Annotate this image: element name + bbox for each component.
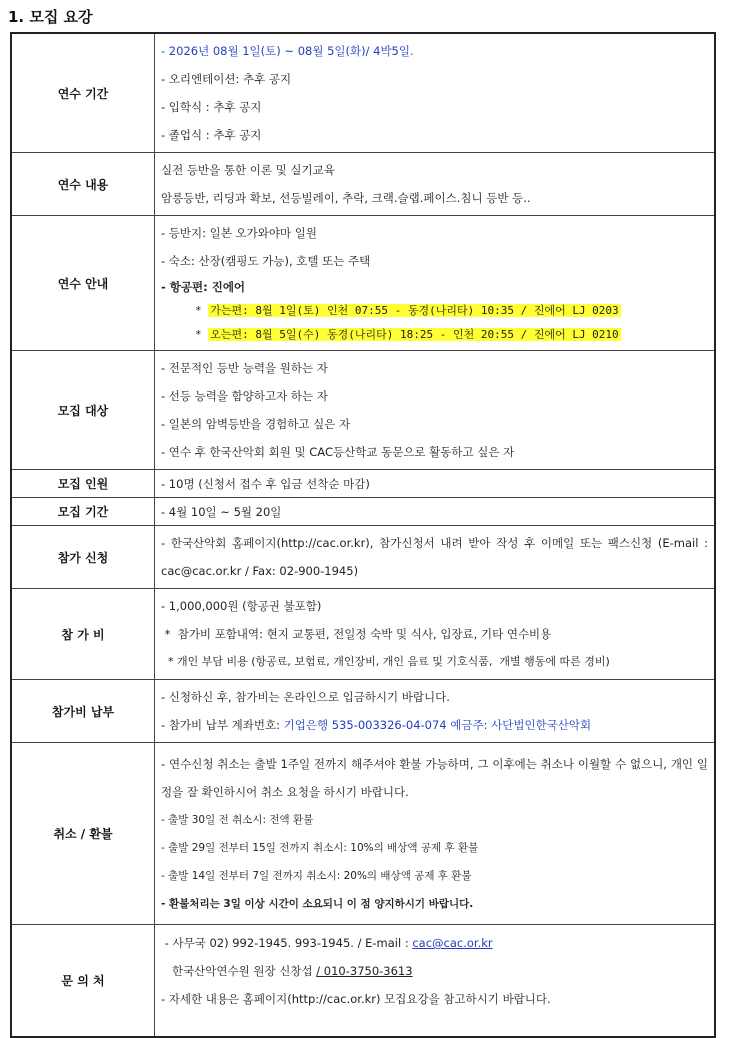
- guide-flight-title: - 항공편: 진에어: [161, 280, 246, 294]
- guide-flight-return: * 오는편: 8월 5일(수) 동경(나리타) 18:25 - 인천 20:55 / 진에어 LJ 0210: [195, 328, 619, 341]
- target-line-1: - 전문적인 등반 능력을 원하는 자: [161, 361, 328, 375]
- guide-location: - 등반지: 일본 오가와야마 일원: [161, 226, 317, 240]
- label-apply: 참가 신청: [11, 526, 155, 589]
- label-contact: 문 의 처: [11, 925, 155, 1037]
- fee-amount: - 1,000,000원 (항공권 불포함): [161, 599, 322, 613]
- content-period: [155, 33, 716, 153]
- content-contact: [155, 925, 716, 1037]
- count-line: - 10명 (신청서 접수 후 입금 선착순 마감): [161, 476, 370, 491]
- guide-lodging: - 숙소: 산장(캠핑도 가능), 호텔 또는 주택: [161, 254, 371, 268]
- label-payment: 참가비 납부: [11, 680, 155, 743]
- payment-account-number: 기업은행 535-003326-04-074 예금주: 사단법인한국산악회: [283, 718, 592, 732]
- flight-out-text: 가는편: 8월 1일(토) 인천 07:55 - 동경(나리타) 10:35 / 진에어 LJ 0203: [210, 304, 619, 317]
- label-recruit-period: 모집 기간: [11, 498, 155, 526]
- section-heading: 1. 모집 요강: [8, 8, 93, 26]
- row-payment: [11, 680, 715, 743]
- content-fee: [155, 589, 716, 680]
- refund-notice: - 환불처리는 3일 이상 시간이 소요되니 이 점 양지하시기 바랍니다.: [161, 897, 474, 910]
- contact-line-3: - 자세한 내용은 홈페이지(http://cac.or.kr) 모집요강을 참고하시기 바랍니다.: [161, 992, 551, 1006]
- contact-phone: / 010-3750-3613: [316, 964, 413, 978]
- row-target: [11, 351, 715, 470]
- row-apply: [11, 526, 715, 589]
- payment-line-2: [161, 711, 708, 739]
- row-refund: [11, 743, 715, 925]
- target-line-4: - 연수 후 한국산악회 회원 및 CAC등산학교 동문으로 활동하고 싶은 자: [161, 445, 515, 459]
- period-dates: - 2026년 08월 1일(토) ~ 08월 5일(화)/ 4박5일.: [161, 44, 414, 58]
- row-recruit-period: [11, 498, 715, 526]
- period-entrance: - 입학식 : 추후 공지: [161, 100, 262, 114]
- content-line-1: 실전 등반을 통한 이론 및 실기교육: [161, 163, 335, 177]
- period-orientation: - 오리엔테이션: 추후 공지: [161, 72, 292, 86]
- content-guide: [155, 216, 716, 351]
- content-target: [155, 351, 716, 470]
- refund-line-1: - 출발 30일 전 취소시: 전액 환불: [161, 813, 314, 826]
- contact-email-link[interactable]: cac@cac.or.kr: [412, 936, 493, 950]
- contact-director: 한국산악연수원 원장 신창섭: [161, 964, 317, 978]
- target-line-2: - 선등 능력을 함양하고자 하는 자: [161, 389, 328, 403]
- row-period: [11, 33, 715, 153]
- fee-included: * 참가비 포함내역: 현지 교통편, 전일정 숙박 및 식사, 입장료, 기타 연수비용: [161, 627, 552, 641]
- row-guide: [11, 216, 715, 351]
- target-line-3: - 일본의 암벽등반을 경험하고 싶은 자: [161, 417, 351, 431]
- recruitment-table: [10, 32, 716, 1038]
- contact-line-1: [161, 929, 708, 957]
- label-guide: 연수 안내: [11, 216, 155, 351]
- label-period: 연수 기간: [11, 33, 155, 153]
- content-line-2: 암릉등반, 리딩과 확보, 선등빌레이, 추락, 크랙.슬랩.페이스.침니 등반 등..: [161, 191, 531, 205]
- flight-return-text: 오는편: 8월 5일(수) 동경(나리타) 18:25 - 인천 20:55 / 진에어 LJ 0210: [210, 328, 619, 341]
- contact-line-2: [161, 957, 708, 985]
- content-apply: [155, 526, 716, 589]
- content-count: [155, 470, 716, 498]
- refund-line-2: - 출발 29일 전부터 15일 전까지 취소시: 10%의 배상액 공제 후 환불: [161, 841, 479, 854]
- content-content: [155, 153, 716, 216]
- recruit-period-line: - 4월 10일 ~ 5월 20일: [161, 504, 282, 519]
- contact-office: - 사무국 02) 992-1945. 993-1945. / E-mail :: [161, 936, 413, 950]
- refund-line-3: - 출발 14일 전부터 7일 전까지 취소시: 20%의 배상액 공제 후 환불: [161, 869, 472, 882]
- refund-text: - 연수신청 취소는 출발 1주일 전까지 해주셔야 환불 가능하며, 그 이후에는 취소나 이월할 수 없으니, 개인 일정을 잘 확인하시어 취소 요청을 하시기 바랍니다.: [161, 756, 708, 799]
- content-refund: [155, 743, 716, 925]
- label-refund: 취소 / 환불: [11, 743, 155, 925]
- period-graduation: - 졸업식 : 추후 공지: [161, 128, 262, 142]
- label-target: 모집 대상: [11, 351, 155, 470]
- fee-personal: * 개인 부담 비용 (항공료, 보험료, 개인장비, 개인 음료 및 기호식품, 개별 행동에 따른 경비): [161, 655, 610, 668]
- row-contact: [11, 925, 715, 1037]
- row-content: [11, 153, 715, 216]
- label-fee: 참 가 비: [11, 589, 155, 680]
- payment-line-1: - 신청하신 후, 참가비는 온라인으로 입금하시기 바랍니다.: [161, 690, 450, 704]
- apply-text: - 한국산악회 홈페이지(http://cac.or.kr), 참가신청서 내려 받아 작성 후 이메일 또는 팩스신청 (E-mail : cac@cac.or.kr / Fax: 02-900-1945): [161, 536, 708, 578]
- row-count: [11, 470, 715, 498]
- content-recruit-period: [155, 498, 716, 526]
- label-count: 모집 인원: [11, 470, 155, 498]
- row-fee: [11, 589, 715, 680]
- content-payment: [155, 680, 716, 743]
- guide-flight-out: * 가는편: 8월 1일(토) 인천 07:55 - 동경(나리타) 10:35 / 진에어 LJ 0203: [195, 304, 619, 317]
- payment-account-label: - 참가비 납부 계좌번호:: [161, 718, 284, 732]
- label-content: 연수 내용: [11, 153, 155, 216]
